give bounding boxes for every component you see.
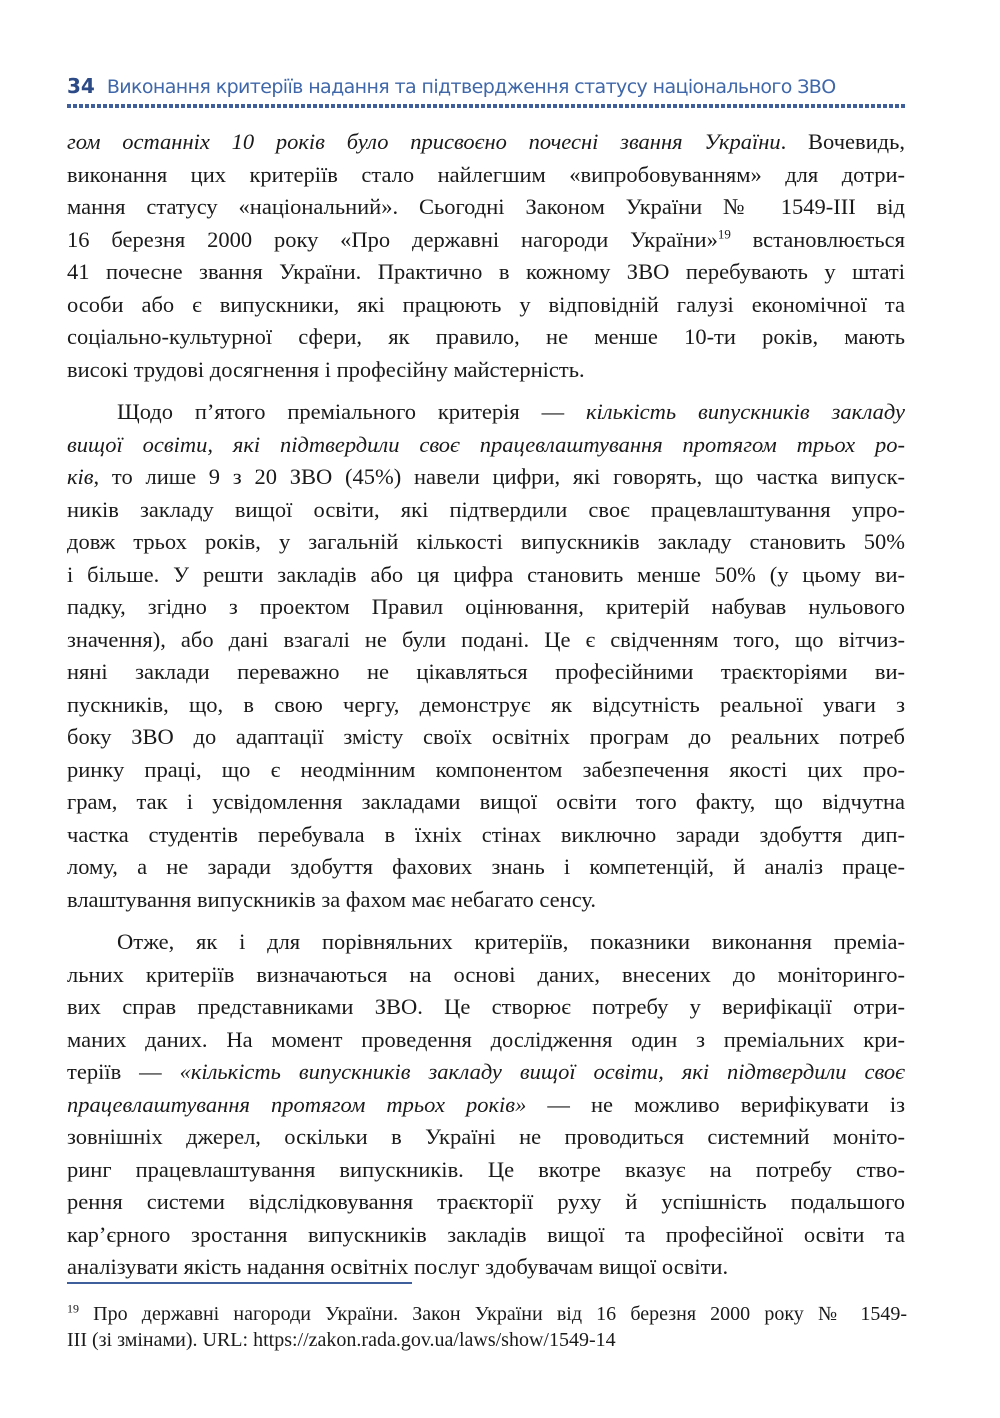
text-run: мання статусу «національний». Сьогодні Законом України № 1549-ІІІ від [67, 194, 905, 219]
text-line [67, 1121, 905, 1154]
text-run: лому, а не заради здобуття фахових знань і компетенцій, й аналіз праце- [67, 854, 905, 879]
text-run: аналізувати якість надання освітніх послуг здобувачам вищої освіти. [67, 1254, 729, 1279]
text-line [67, 526, 905, 559]
text-line [67, 721, 905, 754]
paragraph [67, 926, 905, 1284]
text-line [67, 1024, 905, 1057]
footnote-separator [67, 1282, 412, 1284]
header-dotted-rule [67, 104, 905, 108]
emphasis-text: працевлаштування протягом трьох років» [67, 1091, 527, 1117]
text-run: і більше. У решти закладів або ця цифра становить менше 50% (у цьому ви- [67, 561, 905, 587]
text-line [67, 591, 905, 624]
running-header [67, 74, 907, 108]
footnote [67, 1301, 907, 1353]
text-run: грам, так і усвідомлення закладами вищої освіти того факту, що відчутна [67, 789, 905, 814]
emphasis-text: вищої освіти, які підтвердили своє працевлаштування протягом трьох ро- [67, 431, 905, 457]
paragraph [67, 126, 905, 386]
running-title: Виконання критеріїв надання та підтвердження статусу національного ЗВО [106, 76, 836, 98]
text-run: Щодо п’ятого преміального критерія — [117, 399, 587, 424]
text-line [67, 321, 905, 354]
text-run: влаштування випускників за фахом має небагато сенсу. [67, 886, 597, 912]
page-number: 34 [67, 74, 95, 98]
text-run: ринку праці, що є неодмінним компонентом забезпечення якості цих про- [67, 756, 905, 782]
footnote-line: ІІІ (зі змінами). URL: https://zakon.rada.gov.ua/laws/show/1549-14 [67, 1329, 616, 1351]
emphasis-text: ків [67, 464, 94, 489]
footnote-reference: 19 [717, 226, 731, 241]
footnote-line: $^{19}$ Про державні нагороди України. Закон України від 16 березня 2000 року № 1549- [67, 1301, 907, 1325]
text-run: 41 почесне звання України. Практично в кожному ЗВО перебувають у штаті [67, 259, 905, 284]
text-line [67, 191, 905, 224]
text-run: ринг працевлаштування випускників. Це вкотре вказує на потребу ство- [67, 1156, 905, 1182]
text-run: вих справ представниками ЗВО. Це створює потребу у верифікації отри- [67, 994, 905, 1019]
paragraph-gap [67, 386, 905, 396]
text-line [67, 689, 905, 722]
paragraph-gap [67, 916, 905, 926]
text-line [67, 991, 905, 1024]
text-run: теріїв — [67, 1059, 180, 1084]
text-line [67, 1056, 905, 1089]
text-line [67, 559, 905, 592]
text-line [67, 1186, 905, 1219]
text-line [67, 819, 905, 852]
text-run: 16 березня 2000 року «Про державні нагороди України» [67, 226, 718, 252]
body-text [67, 126, 905, 1284]
text-run: кар’єрного зростання випускників закладів вищої та професійної освіти та [67, 1221, 905, 1247]
text-line [67, 494, 905, 527]
paragraph [67, 396, 905, 916]
text-run: . Вочевидь, [780, 129, 905, 154]
text-run: частка студентів перебувала в їхніх стінах виключно заради здобуття дип- [67, 821, 905, 847]
text-run: виконання цих критеріїв стало найлегшим «випробовуванням» для дотри- [67, 161, 905, 187]
text-line [67, 1154, 905, 1187]
text-run: , то лише 9 з 20 ЗВО (45%) навели цифри, які говорять, що частка випуск- [93, 464, 905, 489]
text-run: довж трьох років, у загальній кількості випускників закладу становить 50% [67, 529, 905, 554]
emphasis-text: гом останніх 10 років було присвоєно почесні звання України [67, 129, 781, 154]
footnote-number: 19 [67, 1301, 79, 1316]
text-line [67, 126, 905, 159]
text-run: встановлюється [730, 226, 905, 252]
emphasis-text: «кількість випускників закладу вищої освіти, які підтвердили своє [179, 1059, 905, 1084]
text-line [67, 959, 905, 992]
emphasis-text: кількість випускників закладу [586, 399, 905, 424]
text-line [67, 354, 905, 387]
text-run: рення системи відслідковування траєкторії руху й успішність подальшого [67, 1189, 905, 1214]
text-run: няні заклади переважно не цікавляться професійними траєкторіями ви- [67, 659, 905, 684]
text-run: — не можливо верифікувати із [526, 1091, 905, 1117]
text-run: маних даних. На момент проведення дослідження один з преміальних кри- [67, 1026, 905, 1052]
text-line [67, 1219, 905, 1252]
text-line [67, 429, 905, 462]
text-run: льних критеріїв визначаються на основі даних, внесених до моніторинго- [67, 961, 905, 987]
text-run: Отже, як і для порівняльних критеріїв, показники виконання преміа- [117, 929, 905, 954]
text-run: високі трудові досягнення і професійну майстерність. [67, 356, 585, 382]
text-line [67, 1251, 905, 1284]
text-run: ників закладу вищої освіти, які підтвердили своє працевлаштування упро- [67, 496, 905, 522]
text-line [67, 884, 905, 917]
text-line [67, 754, 905, 787]
text-run: боку ЗВО до адаптації змісту своїх освітніх програм до реальних потреб [67, 724, 905, 749]
text-line [67, 926, 905, 959]
text-run: пускників, що, в свою чергу, демонструє як відсутність реальної уваги з [67, 691, 905, 717]
text-line [67, 289, 905, 322]
text-line [67, 656, 905, 689]
text-run: соціально-культурної сфери, як правило, не менше 10-ти років, мають [67, 324, 905, 349]
text-run: падку, згідно з проектом Правил оцінювання, критерій набував нульового [67, 594, 905, 619]
text-run: значення), або дані взагалі не були подані. Це є свідченням того, що вітчиз- [67, 626, 905, 652]
text-line [67, 786, 905, 819]
text-line [67, 256, 905, 289]
text-line [67, 224, 905, 257]
text-run: зовнішніх джерел, оскільки в Україні не проводиться системний моніто- [67, 1124, 905, 1149]
text-line [67, 1089, 905, 1122]
text-line [67, 624, 905, 657]
text-line [67, 851, 905, 884]
text-run: особи або є випускники, які працюють у відповідній галузі економічної та [67, 291, 905, 317]
text-line [67, 461, 905, 494]
text-line [67, 396, 905, 429]
text-line [67, 159, 905, 192]
